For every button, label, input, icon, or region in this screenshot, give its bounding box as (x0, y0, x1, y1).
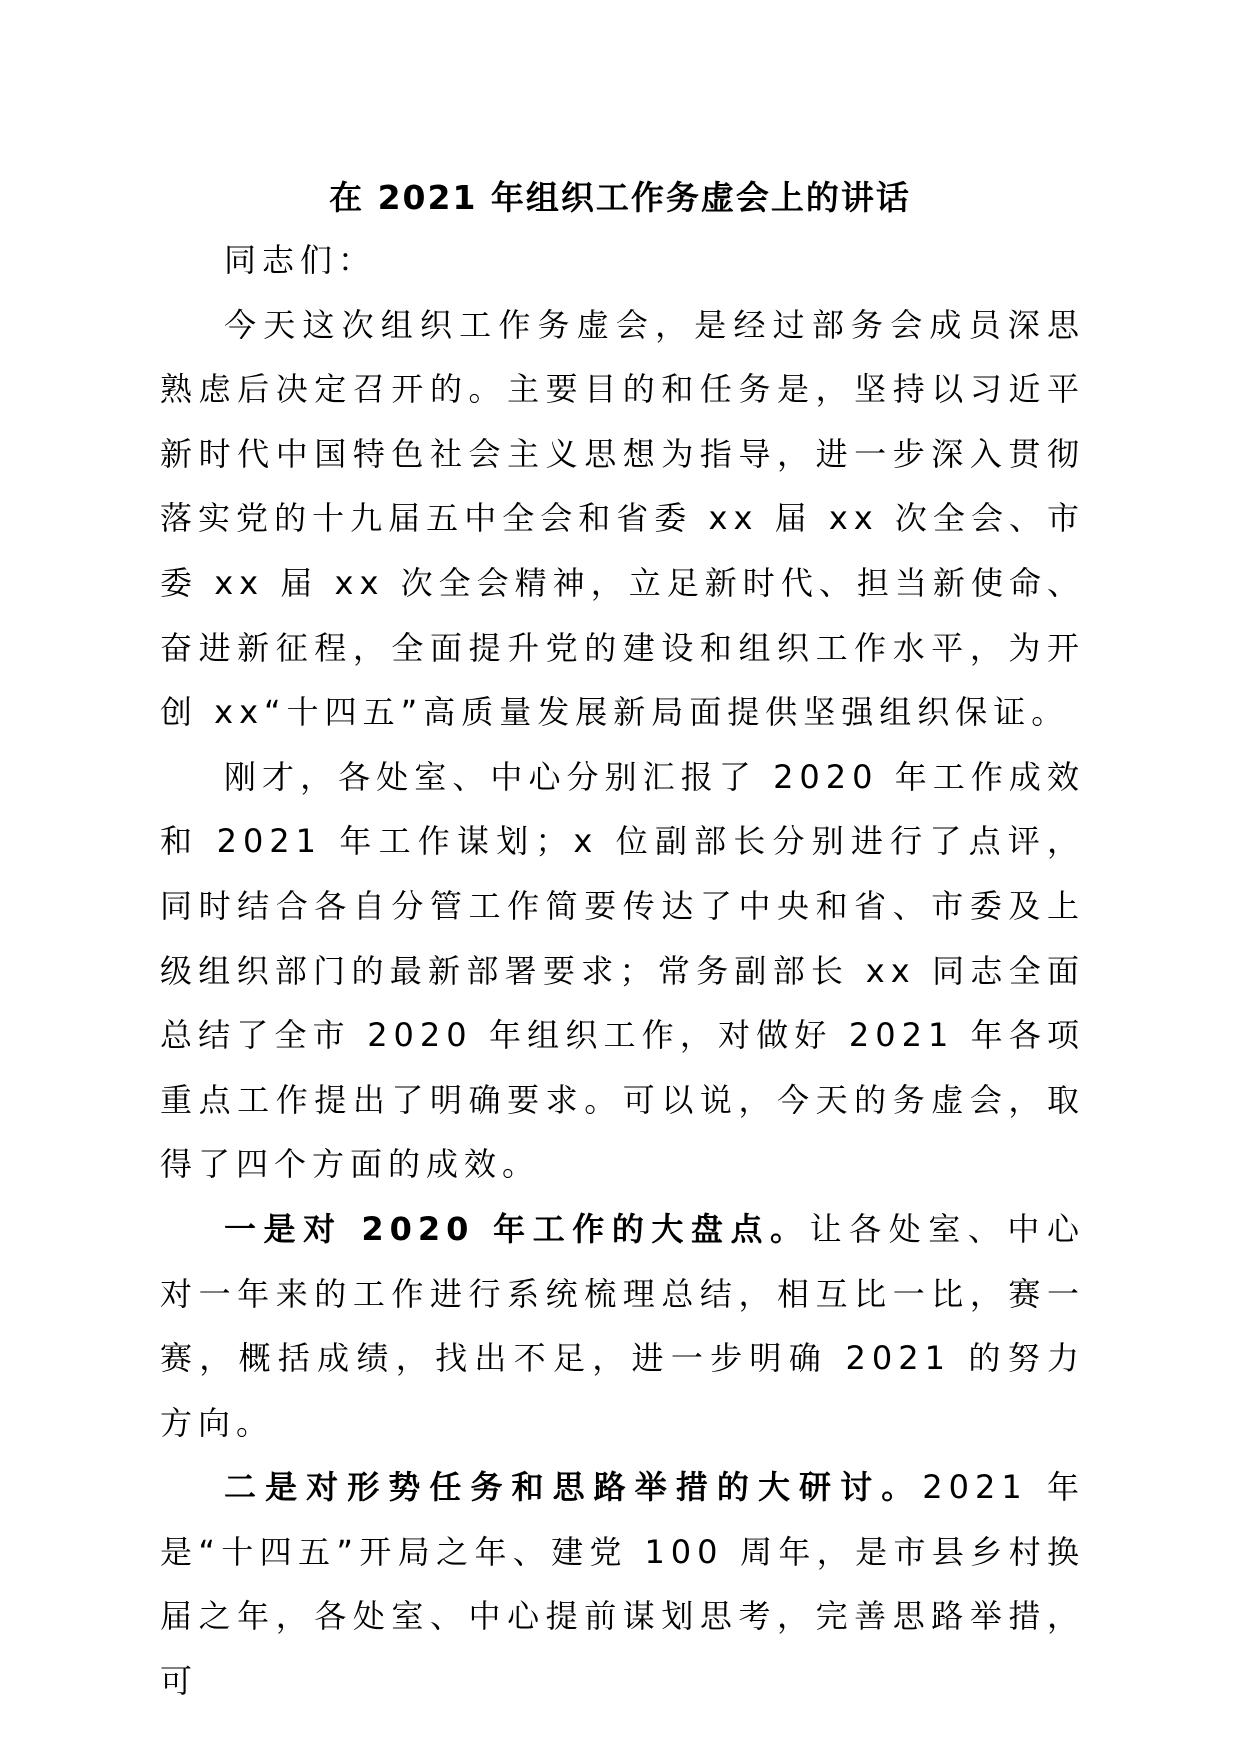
paragraph-text: 刚才，各处室、中心分别汇报了 2020 年工作成效和 2021 年工作谋划；x 位副部长分别进行了点评，同时结合各自分管工作简要传达了中央和省、市委及上级组织部门的最新部署要求；常务副部长 xx 同志全面总结了全市 2020 年组织工作，对做好 2021 年各项重点工作提出了明确要求。可以说，今天的务虚会，取得了四个方面的成效。 (160, 757, 1085, 1184)
document-body (160, 228, 1085, 1714)
document-title: 在 2021 年组织工作务虚会上的讲话 (329, 178, 911, 217)
paragraph-text: 今天这次组织工作务虚会，是经过部务会成员深思熟虑后决定召开的。主要目的和任务是，坚持以习近平新时代中国特色社会主义思想为指导，进一步深入贯彻落实党的十九届五中全会和省委 xx 届 xx 次全会、市委 xx 届 xx 次全会精神，立足新时代、担当新使命、奋进新征程，全面提升党的建设和组织工作水平，为开创 xx“十四五”高质量发展新局面提供坚强组织保证。 (160, 305, 1085, 732)
paragraph-3 (160, 1197, 1085, 1455)
paragraph-1 (160, 293, 1085, 745)
paragraph-4 (160, 1455, 1085, 1713)
paragraph-lead: 一是对 2020 年工作的大盘点。 (224, 1209, 810, 1248)
paragraph-text: 2021 年是“十四五”开局之年、建党 100 周年，是市县乡村换届之年，各处室、中心提前谋划思考，完善思路举措，可 (160, 1468, 1085, 1701)
salutation: 同志们： (224, 241, 377, 279)
paragraph-text: 让各处室、中心对一年来的工作进行系统梳理总结，相互比一比，赛一赛，概括成绩，找出不足，进一步明确 2021 的努力方向。 (160, 1209, 1085, 1442)
paragraph-2 (160, 745, 1085, 1197)
paragraph-lead: 二是对形势任务和思路举措的大研讨。 (224, 1468, 923, 1507)
